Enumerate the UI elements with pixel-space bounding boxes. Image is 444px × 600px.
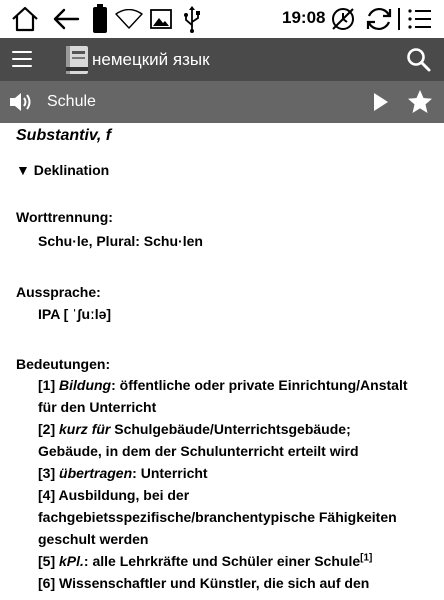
expand-triangle-icon: ▼ xyxy=(16,162,30,178)
word-bar xyxy=(0,81,444,123)
hyphenation-label: Worttrennung: xyxy=(16,209,113,225)
hamburger-menu-icon[interactable] xyxy=(12,50,34,68)
dictionary-entry xyxy=(0,123,444,600)
meanings-label: Bedeutungen: xyxy=(16,356,111,372)
meaning-number: [5] xyxy=(38,553,56,569)
meaning-item xyxy=(38,418,418,462)
meaning-number: [3] xyxy=(38,465,56,481)
meaning-text: alle Lehrkräfte und Schüler einer Schule xyxy=(88,553,361,569)
usb-icon xyxy=(182,5,202,33)
meaning-item xyxy=(38,374,418,418)
app-title: немецкий язык xyxy=(92,50,210,69)
hyphenation-value: Schu·le, Plural: Schu·len xyxy=(38,233,203,249)
no-sync-icon xyxy=(330,6,356,32)
refresh-icon[interactable] xyxy=(365,6,393,32)
headword: Schule xyxy=(47,93,96,110)
clock: 19:08 xyxy=(282,8,326,27)
wifi-icon xyxy=(115,9,143,29)
status-separator xyxy=(398,8,400,30)
list-menu-icon[interactable] xyxy=(408,8,432,30)
status-bar xyxy=(0,0,444,38)
meaning-text: Ausbildung, bei der fachgebietsspezifische/branchentypische Fähigkeiten geschult werden xyxy=(38,487,397,547)
back-icon[interactable] xyxy=(52,7,80,31)
search-icon[interactable] xyxy=(406,47,432,73)
meaning-text: Unterricht xyxy=(136,465,208,481)
meaning-tag: kurz für xyxy=(59,421,111,437)
part-of-speech: Substantiv, f xyxy=(16,127,112,144)
reference-link[interactable]: [1] xyxy=(360,552,373,564)
play-icon[interactable] xyxy=(372,92,390,112)
home-icon[interactable] xyxy=(10,6,40,32)
meaning-separator: : xyxy=(83,553,89,569)
app-bar xyxy=(0,38,444,81)
meaning-item xyxy=(38,462,418,484)
battery-icon xyxy=(91,3,109,35)
meaning-number: [4] xyxy=(38,487,56,503)
meaning-text: Schulgebäude/Unterrichtsgebäude; Gebäude, in dem der Schulunterricht erteilt wird xyxy=(38,421,359,459)
image-icon xyxy=(150,9,172,29)
meaning-item xyxy=(38,572,418,594)
meaning-number: [6] xyxy=(38,575,56,591)
meaning-tag: übertragen xyxy=(59,465,133,481)
pronunciation-label: Aussprache: xyxy=(16,284,101,300)
meaning-number: [1] xyxy=(38,377,56,393)
meaning-item xyxy=(38,550,418,572)
speaker-icon[interactable] xyxy=(9,91,35,113)
meaning-item xyxy=(38,484,418,550)
dictionary-book-icon xyxy=(64,45,90,75)
meaning-tag: kPl. xyxy=(59,553,84,569)
meaning-separator: : xyxy=(132,465,137,481)
meaning-text: Wissenschaftler und Künstler, die sich auf den xyxy=(59,575,370,591)
declination-toggle[interactable] xyxy=(16,162,109,178)
declination-label: Deklination xyxy=(33,162,110,178)
meaning-number: [2] xyxy=(38,421,56,437)
pronunciation-value: IPA [ ˈʃuːlə] xyxy=(38,306,112,322)
meaning-tag: Bildung xyxy=(59,377,112,393)
meaning-separator: : xyxy=(111,377,116,393)
meaning-text: öffentliche oder private Einrichtung/Anstalt für den Unterricht xyxy=(38,377,408,415)
favorite-star-icon[interactable] xyxy=(407,89,433,115)
